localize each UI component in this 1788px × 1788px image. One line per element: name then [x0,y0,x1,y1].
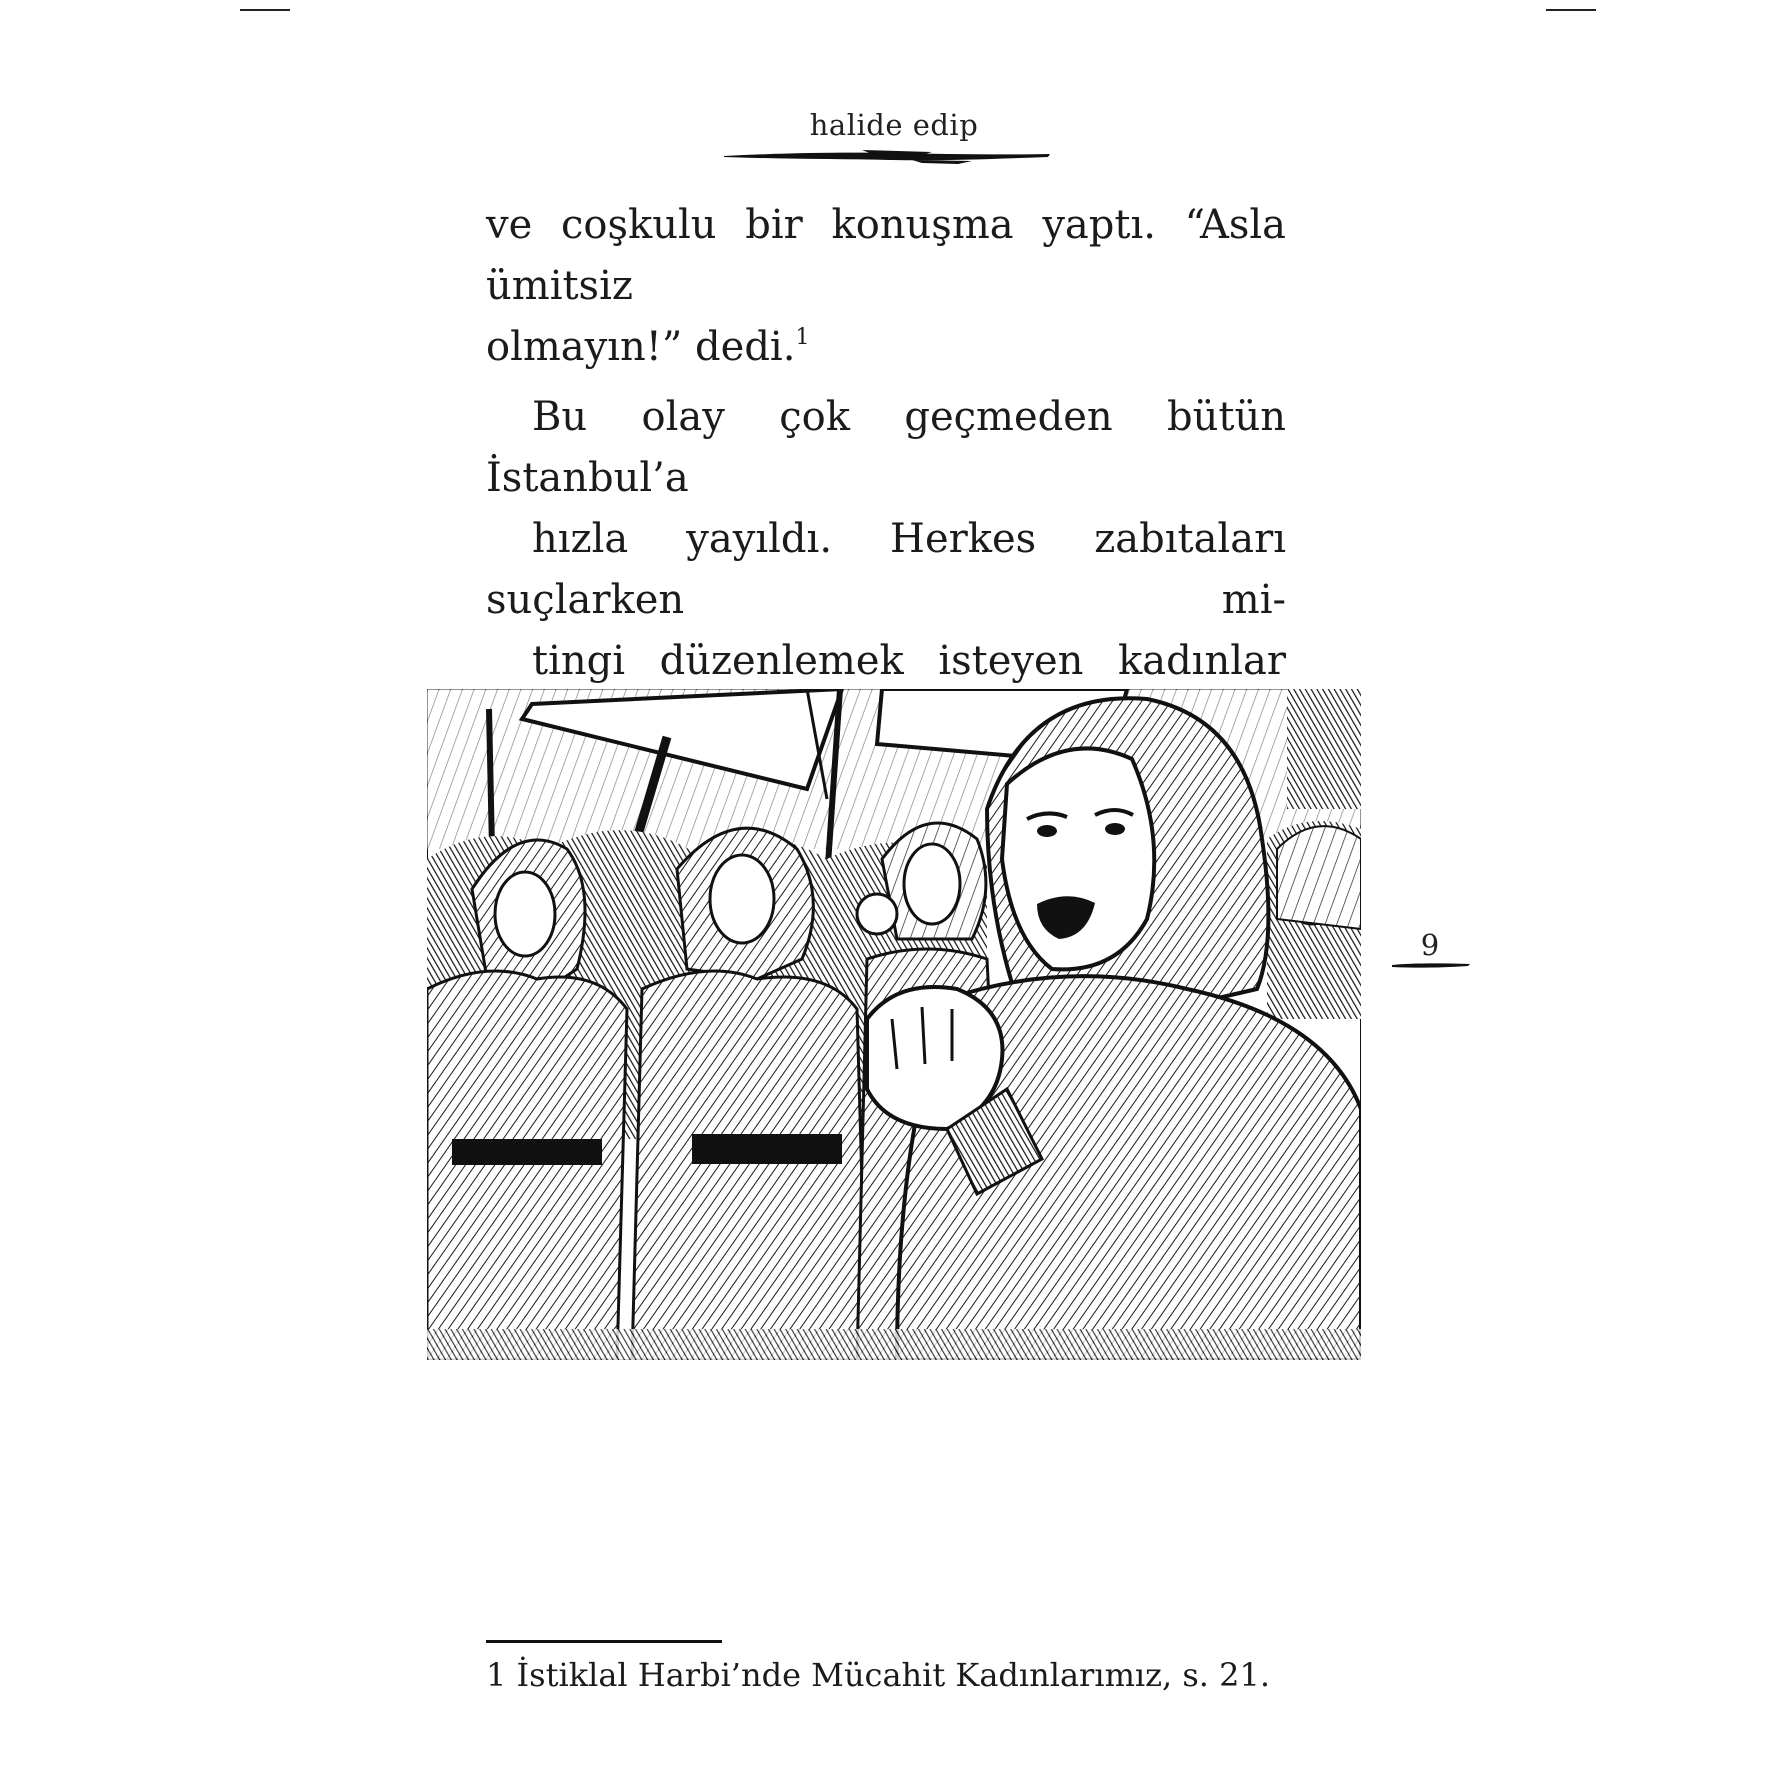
footnote-number: 1 [486,1656,507,1694]
paragraph-1-line-2-text: olmayın!” dedi. [486,324,796,370]
brush-rule-icon [722,144,1052,166]
protest-crowd-illustration-icon [427,689,1361,1360]
footnote-rule [486,1640,722,1643]
paragraph-2-line-3: tingi düzenlemek isteyen kadınlar [532,638,1286,684]
footnote [486,1652,1386,1698]
paragraph-2-line-2: hızla yayıldı. Herkes zabıtaları suçlarken mi- [486,516,1286,623]
footnote-reference[interactable]: 1 [795,325,810,350]
page-number-rule-icon [1390,960,1472,970]
paragraph-1 [486,195,1286,378]
paragraph-2-line-1: Bu olay çok geçmeden bütün İstanbul’a [486,394,1286,501]
paragraph-1-line-2 [486,317,1286,378]
paragraph-1-line-1: ve coşkulu bir konuşma yaptı. “Asla ümitsiz [486,202,1286,309]
crop-mark-right [1546,9,1596,11]
running-head: halide edip [809,108,979,142]
footnote-text: İstiklal Harbi’nde Mücahit Kadınlarımız, s. 21. [516,1656,1271,1694]
page-number: 9 [1420,928,1440,962]
crop-mark-left [240,9,290,11]
